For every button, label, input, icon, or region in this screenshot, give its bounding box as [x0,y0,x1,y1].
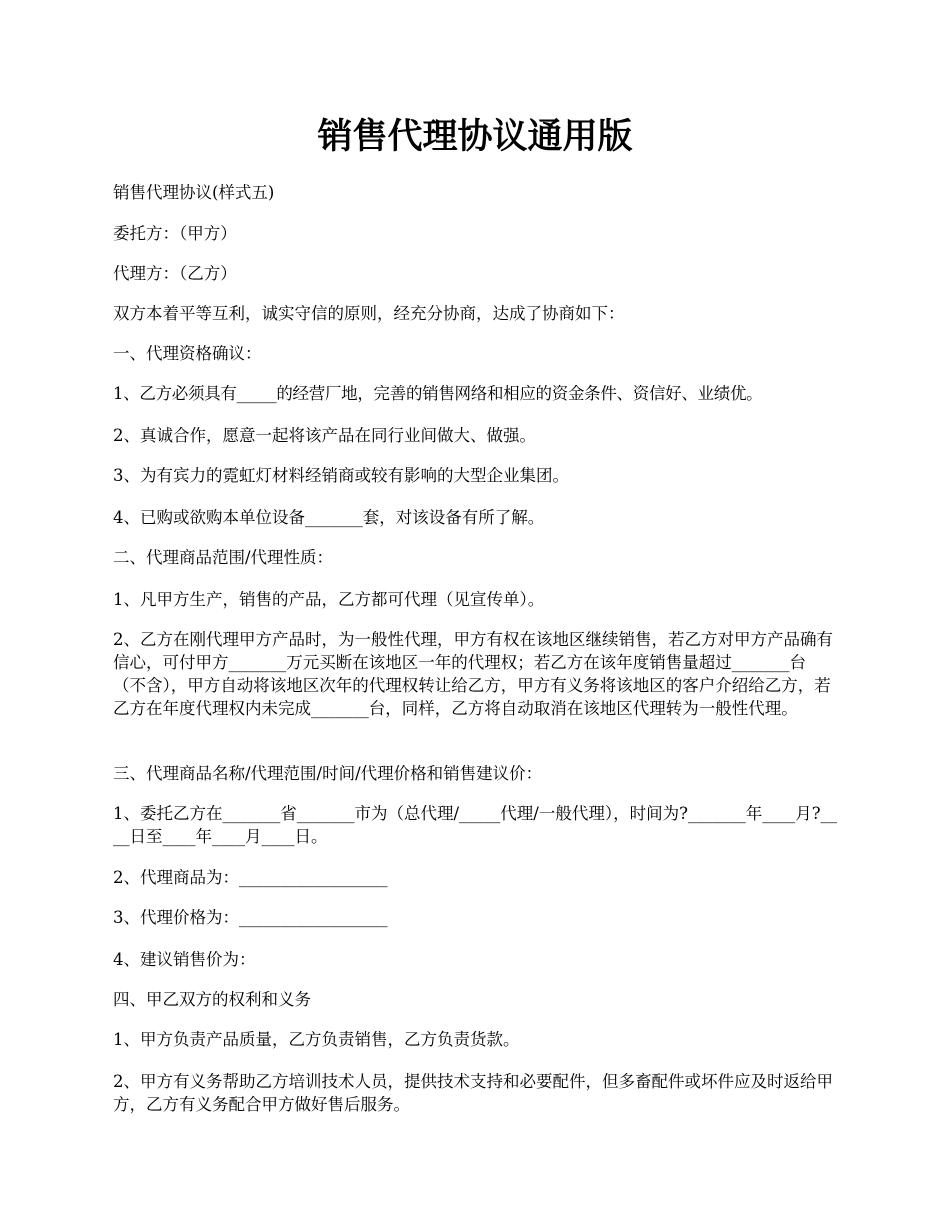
clause-1-1: 1、乙方必须具有_____的经营厂地，完善的销售网络和相应的资金条件、资信好、业绩优。 [113,384,763,403]
section-heading-3: 三、代理商品名称/代理范围/时间/代理价格和销售建议价： [113,764,543,783]
clause-3-3: 3、代理价格为：__________________ [113,908,388,927]
section-heading-1: 一、代理资格确议： [113,344,262,363]
paragraph-client: 委托方：（甲方） [113,224,237,243]
document-title: 销售代理协议通用版 [317,116,633,157]
clause-1-4: 4、已购或欲购本单位设备_______套，对该设备有所了解。 [113,508,545,527]
paragraph-subtitle: 销售代理协议(样式五) [113,183,275,202]
clause-4-1: 1、甲方负责产品质量，乙方负责销售，乙方负责货款。 [113,1030,520,1049]
section-heading-4: 四、甲乙双方的权利和义务 [113,990,311,1009]
clause-3-4: 4、建议销售价为： [113,950,256,969]
section-heading-2: 二、代理商品范围/代理性质： [113,548,334,567]
clause-1-2: 2、真诚合作，愿意一起将该产品在同行业间做大、做强。 [113,426,536,445]
paragraph-agent: 代理方：（乙方） [113,264,237,283]
paragraph-preamble: 双方本着平等互利，诚实守信的原则，经充分协商，达成了协商如下： [113,304,625,323]
clause-4-2: 2、甲方有义务帮助乙方培训技术人员，提供技术支持和必要配件，但多畜配件或坏件应及时返给甲方，乙方有义务配合甲方做好售后服务。 [113,1072,833,1114]
clause-3-2: 2、代理商品为：__________________ [113,868,388,887]
clause-1-3: 3、为有宾力的霓虹灯材料经销商或较有影响的大型企业集团。 [113,466,569,485]
clause-2-2: 2、乙方在刚代理甲方产品时，为一般性代理，甲方有权在该地区继续销售，若乙方对甲方产品确有信心，可付甲方_______万元买断在该地区一年的代理权；若乙方在该年度销售量超过_______台（不含），甲方自动将该地区次年的代理权转让给乙方，甲方有义务将该地区的客户介绍给乙方，若乙方在年度代理权内未完成_______台，同样，乙方将自动取消在该地区代理转为一般性代理。 [113,630,833,718]
clause-3-1: 1、委托乙方在_______省_______市为（总代理/_____代理/一般代理），时间为?_______年____月?____日至____年____月____日。 [113,804,838,846]
clause-2-1: 1、凡甲方生产，销售的产品，乙方都可代理（见宣传单）。 [113,590,545,609]
